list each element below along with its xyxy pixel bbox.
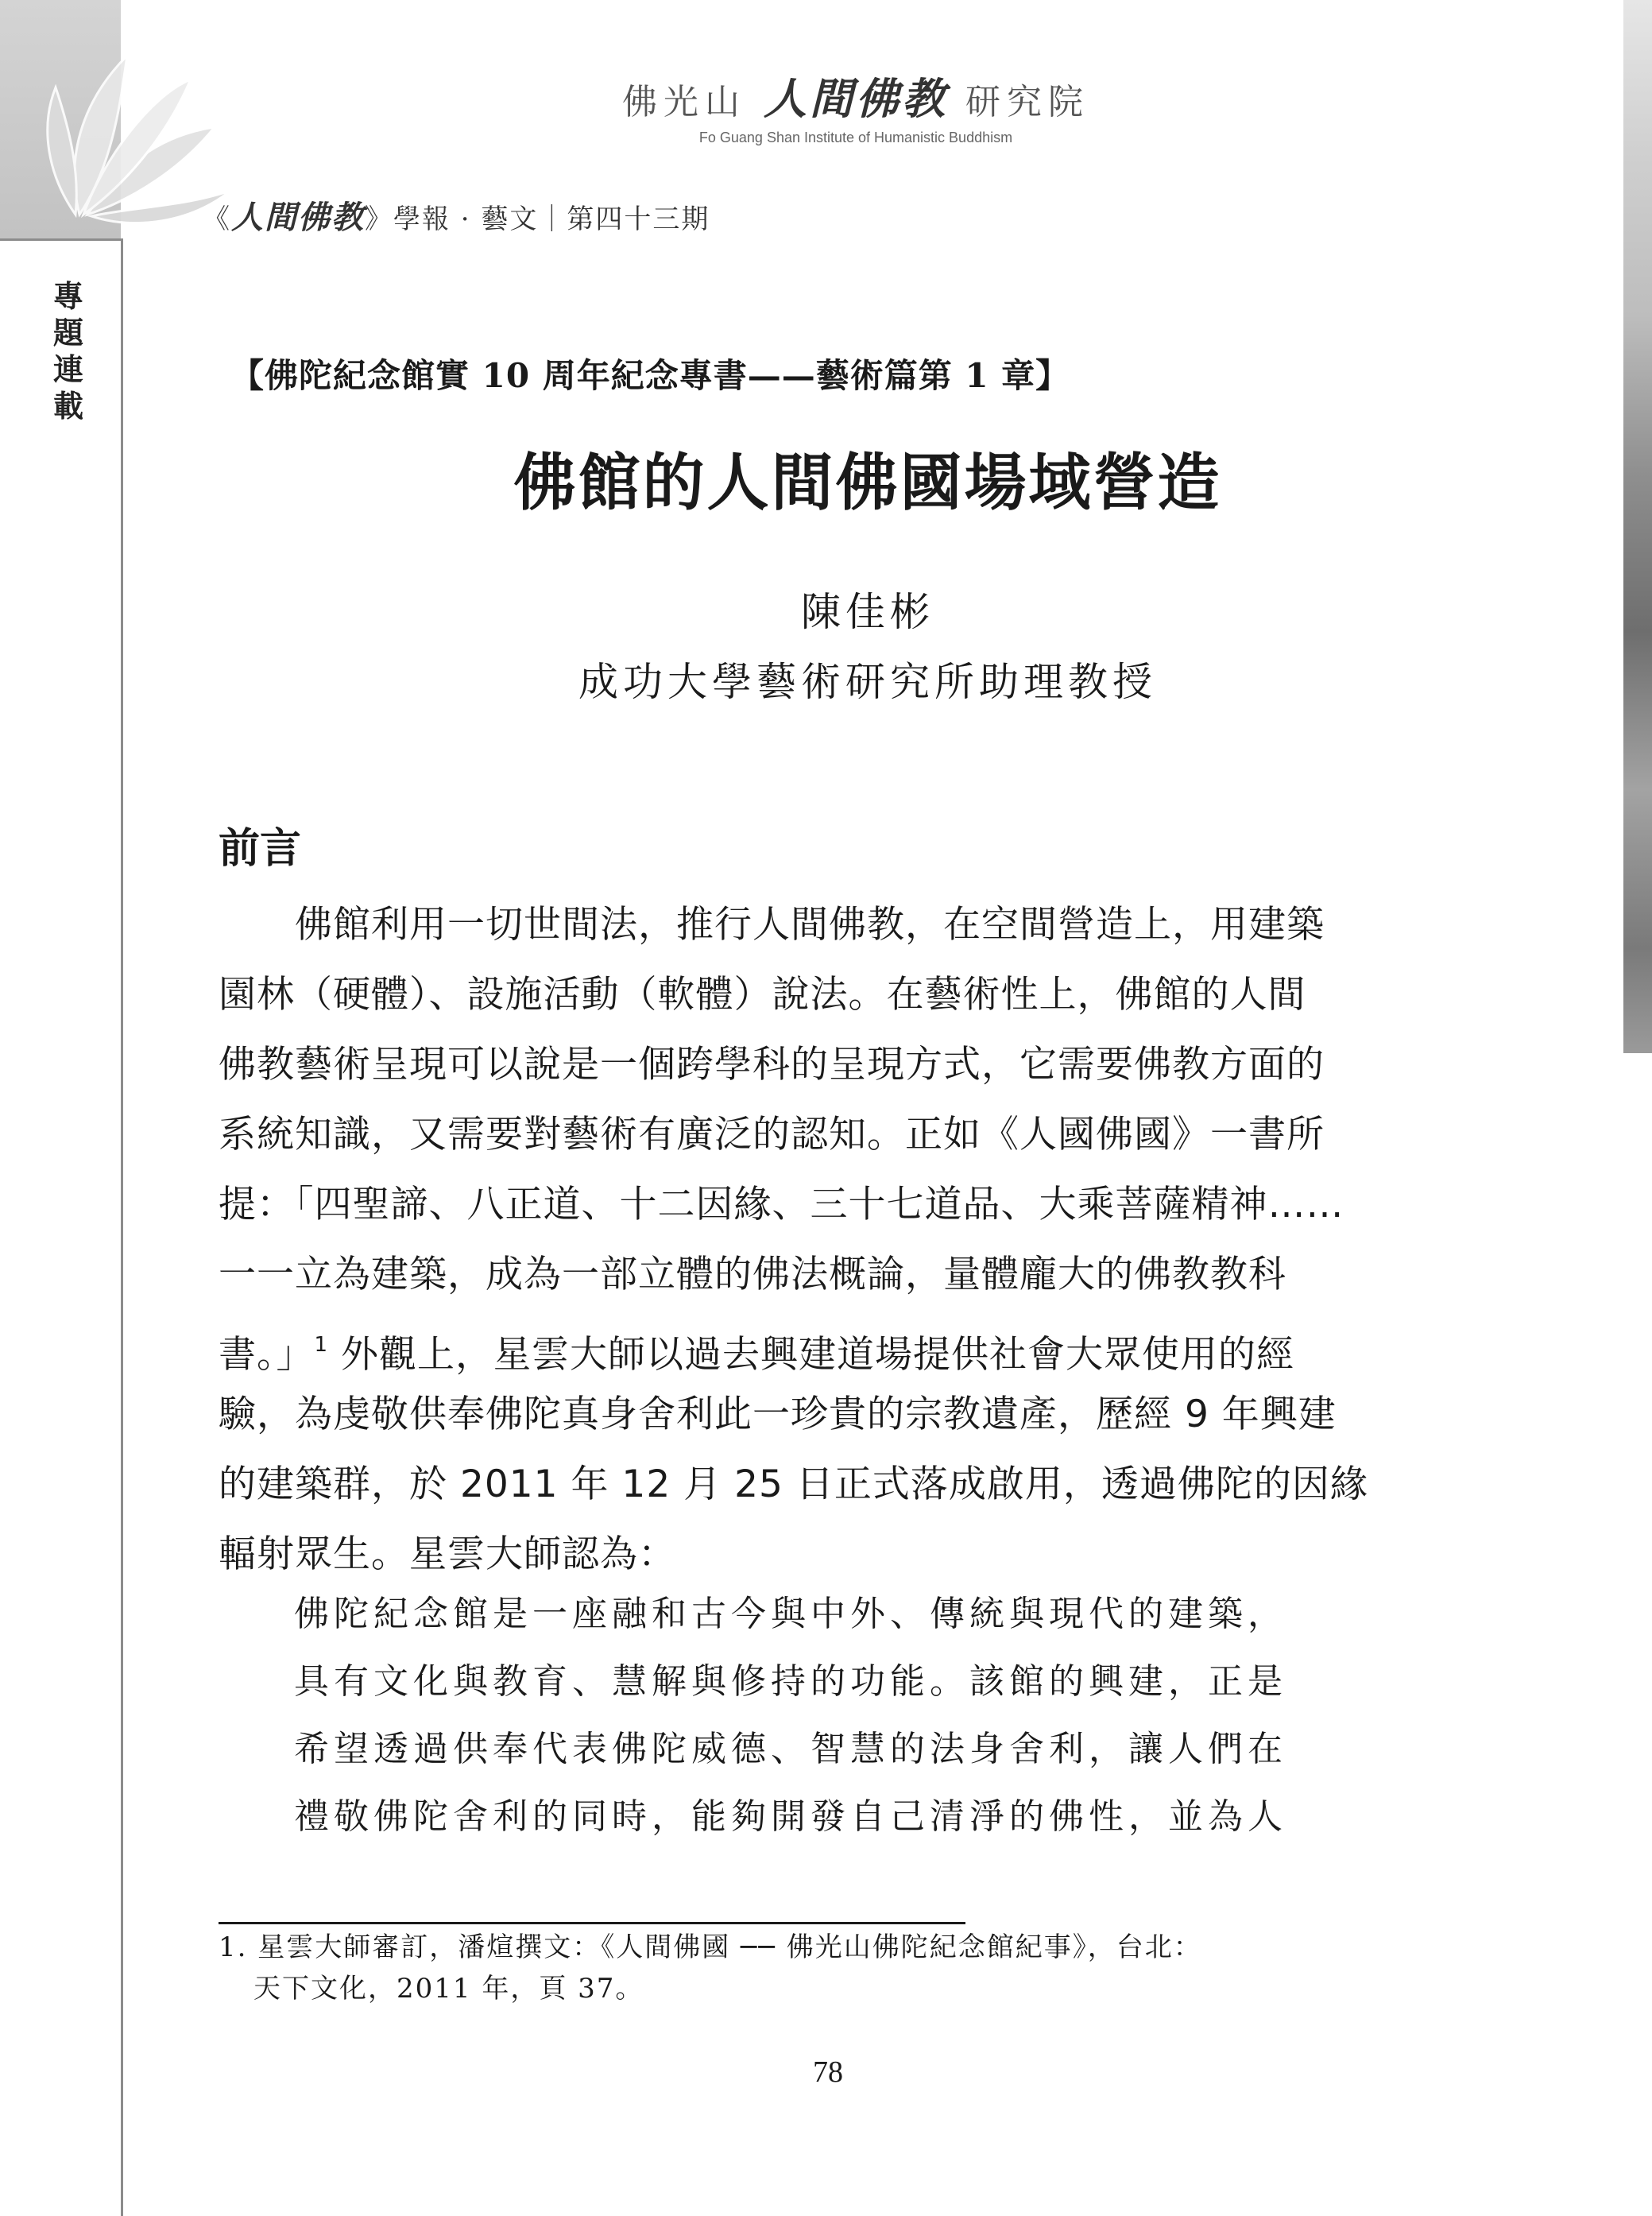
body-line: 園林（硬體）、設施活動（軟體）說法。在藝術性上，佛館的人間 [219, 973, 1306, 1017]
institute-header [121, 76, 1591, 146]
quote-line: 希望透過供奉代表佛陀威德、智慧的法身舍利，讓人們在 [294, 1729, 1287, 1769]
institute-english-name: Fo Guang Shan Institute of Humanistic Buddhism [698, 130, 1013, 145]
body-line: 的建築群，於 2011 年 12 月 25 日正式落成啟用，透過佛陀的因緣 [219, 1462, 1368, 1506]
body-line [219, 1310, 1395, 1380]
footnote-rule [219, 1922, 965, 1924]
institute-suffix: 研究院 [965, 82, 1089, 122]
quote-line: 佛陀紀念館是一座融和古今與中外、傳統與現代的建築， [294, 1594, 1287, 1634]
journal-rest: 》學報 · 藝文｜第四十三期 [365, 203, 710, 235]
body-text: 外觀上，星雲大師以過去興建道場提供社會大眾使用的經 [328, 1333, 1294, 1377]
institute-name [121, 76, 1591, 126]
footnote-reference[interactable]: 1 [314, 1333, 329, 1357]
page-number: 78 [813, 2055, 843, 2089]
author-name: 陳佳彬 [801, 589, 934, 635]
body-line: 提：「四聖諦、八正道、十二因緣、三十七道品、大乘菩薩精神…… [219, 1183, 1344, 1226]
quote-line: 具有文化與教育、慧解與修持的功能。該館的興建，正是 [294, 1661, 1287, 1702]
institute-prefix: 佛光山 [622, 82, 746, 122]
journal-brand: 人間佛教 [231, 200, 365, 236]
footnote [219, 1927, 1395, 2009]
journal-title [203, 192, 710, 238]
body-paragraph [219, 890, 1395, 1590]
author-affiliation: 成功大學藝術研究所助理教授 [578, 659, 1157, 705]
article-title: 佛館的人間佛國場域營造 [513, 447, 1222, 519]
section-tag: 專題連載 [52, 279, 83, 424]
body-line: 輻射眾生。星雲大師認為： [219, 1532, 676, 1576]
block-quote [294, 1580, 1391, 1850]
body-text: 書。」 [219, 1333, 315, 1377]
section-heading: 前言 [219, 825, 302, 873]
body-line: 系統知識，又需要對藝術有廣泛的認知。正如《人國佛國》一書所 [219, 1113, 1325, 1156]
footnote-line: 天下文化，2011 年，頁 37。 [253, 1973, 644, 2005]
body-line: 佛教藝術呈現可以說是一個跨學科的呈現方式，它需要佛教方面的 [219, 1043, 1325, 1087]
margin-horizontal-rule [0, 238, 121, 241]
series-line: 【佛陀紀念館實 10 周年紀念專書——藝術篇第 1 章】 [230, 356, 1070, 395]
journal-open: 《 [203, 203, 231, 235]
body-line: 佛館利用一切世間法，推行人間佛教，在空間營造上，用建築 [295, 903, 1325, 947]
margin-vertical-rule [121, 238, 123, 2216]
body-line: 一一立為建築，成為一部立體的佛法概論，量體龐大的佛教教科 [219, 1253, 1286, 1296]
institute-brand: 人間佛教 [764, 74, 948, 124]
footnote-line: 1. 星雲大師審訂，潘煊撰文：《人間佛國 ── 佛光山佛陀紀念館紀事》，台北： [219, 1931, 1202, 1963]
right-edge-photo-strip [1623, 0, 1652, 1053]
body-line: 驗，為虔敬供奉佛陀真身舍利此一珍貴的宗教遺產，歷經 9 年興建 [219, 1393, 1337, 1436]
quote-line: 禮敬佛陀舍利的同時，能夠開發自己清淨的佛性，並為人 [294, 1796, 1287, 1837]
